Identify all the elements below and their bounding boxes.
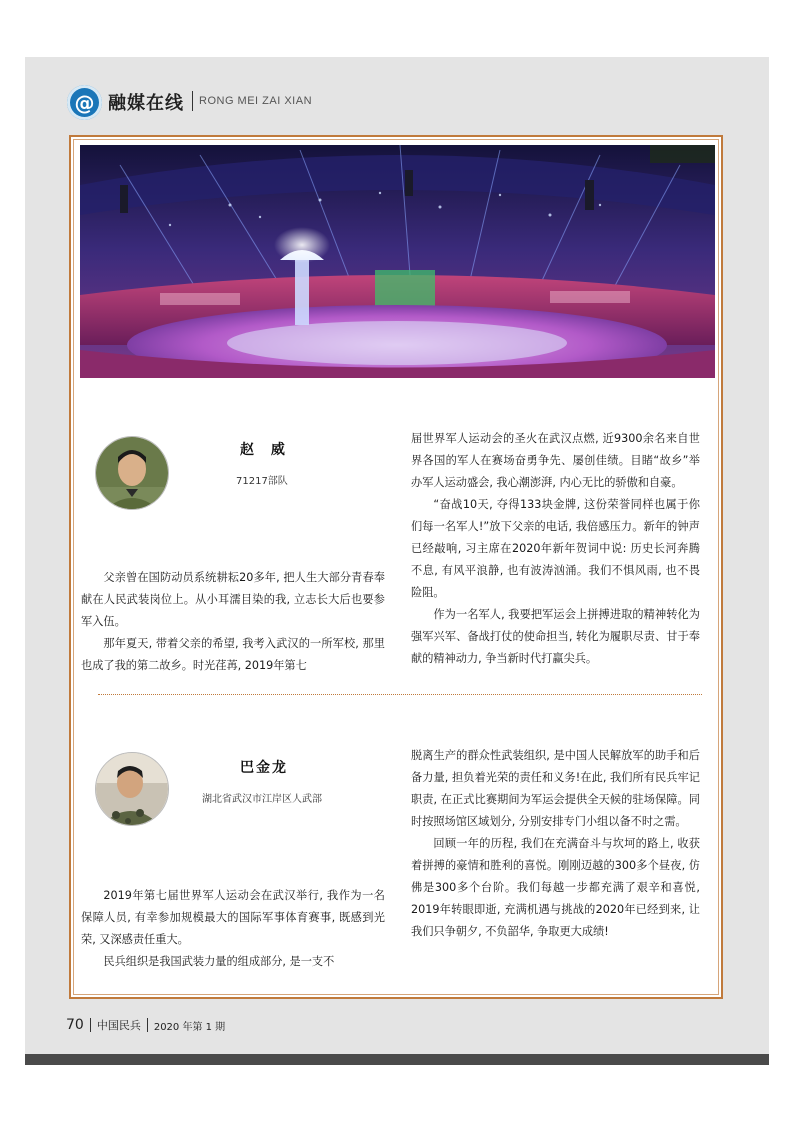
author-name: 巴金龙 xyxy=(240,760,288,776)
author-unit: 71217部队 xyxy=(236,476,288,487)
section-2-right-column xyxy=(411,745,700,943)
paragraph: 2019年第七届世界军人运动会在武汉举行, 我作为一名保障人员, 有幸参加规模最大的国际军事体育赛事, 既感到光荣, 又深感责任重大。 xyxy=(81,889,385,946)
paragraph: 那年夏天, 带着父亲的希望, 我考入武汉的一所军校, 那里也成了我的第二故乡。时光荏苒, 2019年第七 xyxy=(81,637,385,672)
paragraph: 民兵组织是我国武装力量的组成部分, 是一支不 xyxy=(103,955,335,968)
avatar-zhao-wei xyxy=(95,436,169,510)
paragraph: 回顾一年的历程, 我们在充满奋斗与坎坷的路上, 收获着拼搏的豪情和胜利的喜悦。刚刚迈越的300多个昼夜, 仿佛是300多个台阶。我们每越一步都充满了艰辛和喜悦, 2019年转眼即逝, 充满机遇与挑战的2020年已经到来, 让我们只争朝夕, 不负韶华, 争取更大成绩! xyxy=(411,837,700,938)
column-pinyin: RONG MEI ZAI XIAN xyxy=(199,95,313,107)
section-2-left-column xyxy=(81,885,385,973)
author-name: 赵 威 xyxy=(240,442,291,458)
paragraph: “奋战10天, 夺得133块金牌, 这份荣誉同样也属于你们每一名军人!”放下父亲的电话, 我倍感压力。新年的钟声已经敲响, 习主席在2020年新年贺词中说: 历史长河奔腾不息, 有风平浪静, 也有波涛汹涌。我们不惧风雨, 也不畏险阻。 xyxy=(411,498,700,599)
author-unit: 湖北省武汉市江岸区人武部 xyxy=(202,794,322,805)
bottom-bar xyxy=(25,1054,769,1065)
portrait-icon xyxy=(96,753,168,825)
page-footer xyxy=(66,1017,225,1033)
paragraph: 作为一名军人, 我要把军运会上拼搏进取的精神转化为强军兴军、备战打仗的使命担当, 转化为履职尽责、甘于奉献的精神动力, 争当新时代打赢尖兵。 xyxy=(411,608,700,665)
section-1-left-column xyxy=(81,567,385,677)
paragraph: 脱离生产的群众性武装组织, 是中国人民解放军的助手和后备力量, 担负着光荣的责任和义务!在此, 我们所有民兵牢记职责, 在正式比赛期间为军运会提供全天候的驻场保障。同时按照场馆区域划分, 分别安排专门小组以备不时之需。 xyxy=(411,749,700,828)
issue-label: 2020 年第 1 期 xyxy=(153,1021,226,1033)
column-title: 融媒在线 xyxy=(108,93,184,114)
section-1-right-column xyxy=(411,428,700,670)
stadium-ceremony-photo xyxy=(80,145,715,378)
section-divider xyxy=(98,694,702,695)
portrait-icon xyxy=(96,437,168,509)
paragraph: 父亲曾在国防动员系统耕耘20多年, 把人生大部分青春奉献在人民武装岗位上。从小耳濡目染的我, 立志长大后也要参军入伍。 xyxy=(81,571,385,628)
footer-divider xyxy=(147,1018,148,1032)
footer-divider xyxy=(90,1018,91,1032)
header-divider xyxy=(192,91,193,111)
at-sign-icon: @ xyxy=(67,85,102,120)
avatar-ba-jinlong xyxy=(95,752,169,826)
magazine-name: 中国民兵 xyxy=(96,1019,141,1032)
page-number: 70 xyxy=(66,1017,84,1033)
paragraph: 届世界军人运动会的圣火在武汉点燃, 近9300余名来自世界各国的军人在赛场奋勇争先、屡创佳绩。目睹“故乡”举办军人运动盛会, 我心潮澎湃, 内心无比的骄傲和自豪。 xyxy=(411,432,700,489)
